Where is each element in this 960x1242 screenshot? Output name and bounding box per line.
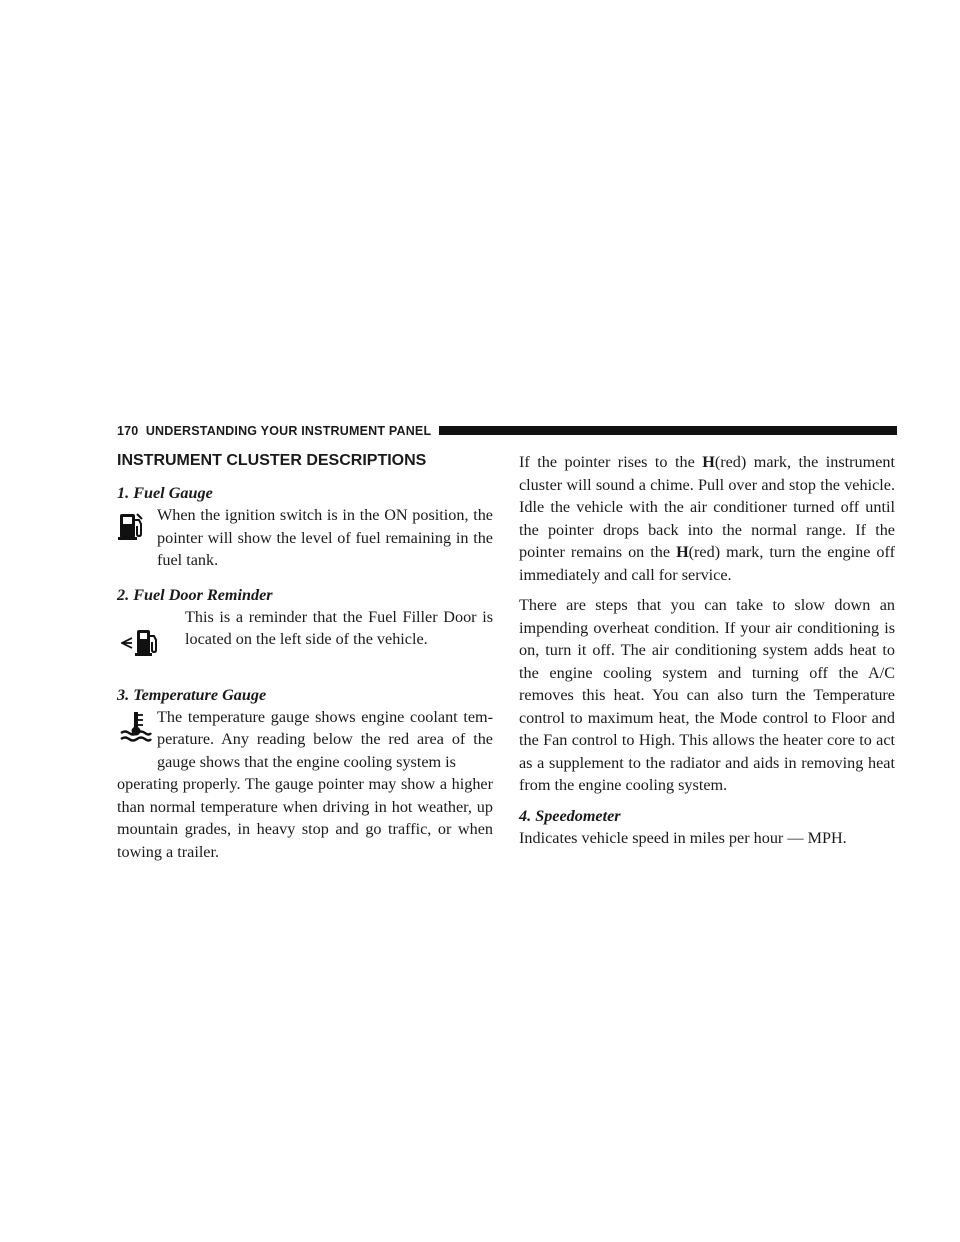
- overheat-text-a: If the pointer rises to the: [519, 453, 703, 471]
- overheat-paragraph: [519, 451, 895, 586]
- fuel-door-block: [117, 606, 493, 672]
- right-column: [519, 451, 895, 849]
- overheat-steps-paragraph: There are steps that you can take to slow down an impending overheat condition. If your air conditioning is on, turn it off. The air conditioning system adds heat to the engine cooling system and turning off the A/C removes this heat. You can also turn the Temperature control to maximum heat, the Mode control to Floor and the Fan control to High. This allows the heater core to act as a supplement to the radiator and aids in removing heat from the engine cooling system.: [519, 596, 895, 794]
- speedometer-heading: 4. Speedometer: [519, 806, 621, 825]
- h-mark-2: H: [676, 543, 689, 561]
- page-number: 170: [117, 424, 139, 438]
- coolant-temperature-icon: [119, 710, 153, 744]
- page-header-text: [117, 422, 431, 440]
- fuel-door-text: This is a reminder that the Fuel Filler Door is located on the left side of the vehicle.: [185, 607, 493, 648]
- header-rule: [439, 426, 897, 435]
- section-title: UNDERSTANDING YOUR INSTRUMENT PANEL: [145, 424, 432, 438]
- temperature-gauge-heading: 3. Temperature Gauge: [117, 685, 267, 704]
- temperature-gauge-text: operating properly. The gauge pointer may show a higher than normal temperature when driving in hot weather, up mountain grades, in heavy stop and go traffic, or when towing a trailer.: [117, 775, 493, 861]
- page-title: INSTRUMENT CLUSTER DESCRIPTIONS: [117, 452, 427, 469]
- overheat-text-c: (red) mark, turn the engine off immediately and call for service.: [519, 543, 895, 584]
- temperature-gauge-text-indented: The temperature gauge shows engine coolant tem-perature. Any reading below the red area of the gauge shows that the engine cooling system is: [157, 707, 493, 771]
- page-header: [117, 422, 897, 440]
- h-mark-1: H: [702, 453, 715, 471]
- fuel-door-heading: 2. Fuel Door Reminder: [117, 585, 273, 604]
- fuel-gauge-block: [117, 504, 493, 572]
- temperature-gauge-block: [117, 706, 493, 864]
- fuel-pump-icon: [117, 508, 147, 542]
- fuel-gauge-heading: 1. Fuel Gauge: [117, 484, 213, 502]
- left-column: [117, 450, 493, 863]
- fuel-door-reminder-icon: [121, 626, 163, 662]
- speedometer-text: Indicates vehicle speed in miles per hour — MPH.: [519, 828, 847, 847]
- fuel-gauge-text: When the ignition switch is in the ON position, the pointer will show the level of fuel remaining in the fuel tank.: [157, 506, 493, 569]
- overheat-text-b: (red) mark, the instrument cluster will sound a chime. Pull over and stop the vehicle. Idle the vehicle with the air conditioner turned off until the pointer drops back into the normal range. If the pointer remains on the: [519, 453, 895, 561]
